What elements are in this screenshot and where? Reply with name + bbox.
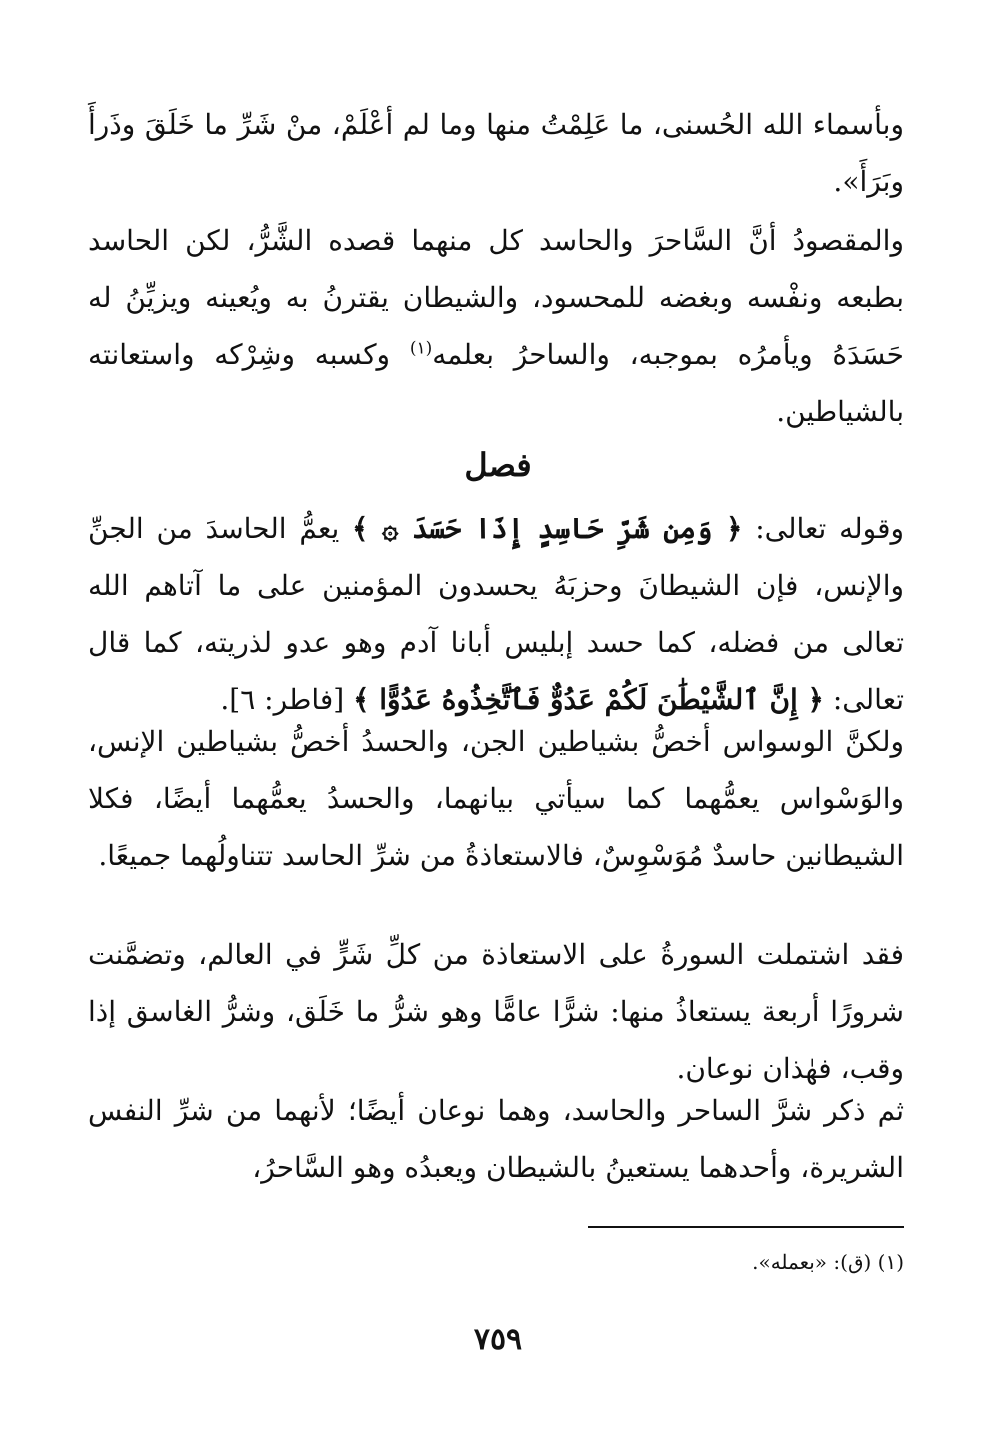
paragraph-2-text-start: والمقصودُ أنَّ السَّاحرَ والحاسد كل منهما قصده الشَّرُّ، لكن الحاسد بطبعه ونفْسه وبغضه للمحسود، والشيطان يقترنُ به ويُعينه ويزيِّنُ له حَسَدَهُ ويأمرُه بموجبه، والساحرُ بعلمه xyxy=(88,224,904,371)
footnote-reference: (١) xyxy=(409,338,433,359)
footnote-divider xyxy=(588,1226,904,1228)
quran-verse-hasid: ﴿ وَمِن شَرِّ حَاسِدٍ إِذَا حَسَدَ ۞ ﴾ xyxy=(352,512,743,545)
paragraph-3 xyxy=(88,500,904,728)
section-heading: فصل xyxy=(464,446,532,484)
quran-verse-fatir: ﴿ إِنَّ ٱلشَّيْطَٰنَ لَكُمْ عَدُوٌّ فَٱتَّخِذُوهُ عَدُوًّا ﴾ xyxy=(353,683,824,716)
paragraph-5: فقد اشتملت السورةُ على الاستعاذة من كلِّ شَرٍّ في العالم، وتضمَّنت شرورًا أربعة يستعاذُ منها: شرًّا عامًّا وهو شرُّ ما خَلَق، وشرُّ الغاسق إذا وقب، فهٰذان نوعان. xyxy=(88,938,904,1085)
footnote: (١) (ق): «بعمله». xyxy=(752,1250,904,1274)
verse-citation: [فاطر: ٦]. xyxy=(220,683,354,716)
paragraph-3-intro: وقوله تعالى: xyxy=(742,512,904,545)
paragraph-3-middle: يعمُّ الحاسدَ من الجنِّ والإنس، فإن الشيطانَ وحزبَهُ يحسدون المؤمنين على ما آتاهم الله تعالى من فضله، كما حسد إبليس أبانا آدم وهو عدو لذريته، كما قال تعالى: xyxy=(88,512,904,716)
page-number: ٧٥٩ xyxy=(473,1322,523,1357)
paragraph-2 xyxy=(88,212,904,440)
paragraph-6: ثم ذكر شرَّ الساحر والحاسد، وهما نوعان أيضًا؛ لأنهما من شرِّ النفس الشريرة، وأحدهما يستعينُ بالشيطان ويعبدُه وهو السَّاحرُ، xyxy=(88,1094,904,1184)
paragraph-2-text-end: وكسبه وشِرْكه واستعانته بالشياطين. xyxy=(88,338,904,428)
paragraph-4: ولكنَّ الوسواس أخصُّ بشياطين الجن، والحسدُ أخصُّ بشياطين الإنس، والوَسْواس يعمُّهما كما سيأتي بيانهما، والحسدُ يعمُّهما أيضًا، فكلا الشيطانين حاسدٌ مُوَسْوِسٌ، فالاستعاذةُ من شرِّ الحاسد تتناولُهما جميعًا. xyxy=(88,725,904,872)
paragraph-1: وبأسماء الله الحُسنى، ما عَلِمْتُ منها وما لم أعْلَمْ، منْ شَرِّ ما خَلَقَ وذَرأَ وبَرَأَ». xyxy=(88,108,904,198)
